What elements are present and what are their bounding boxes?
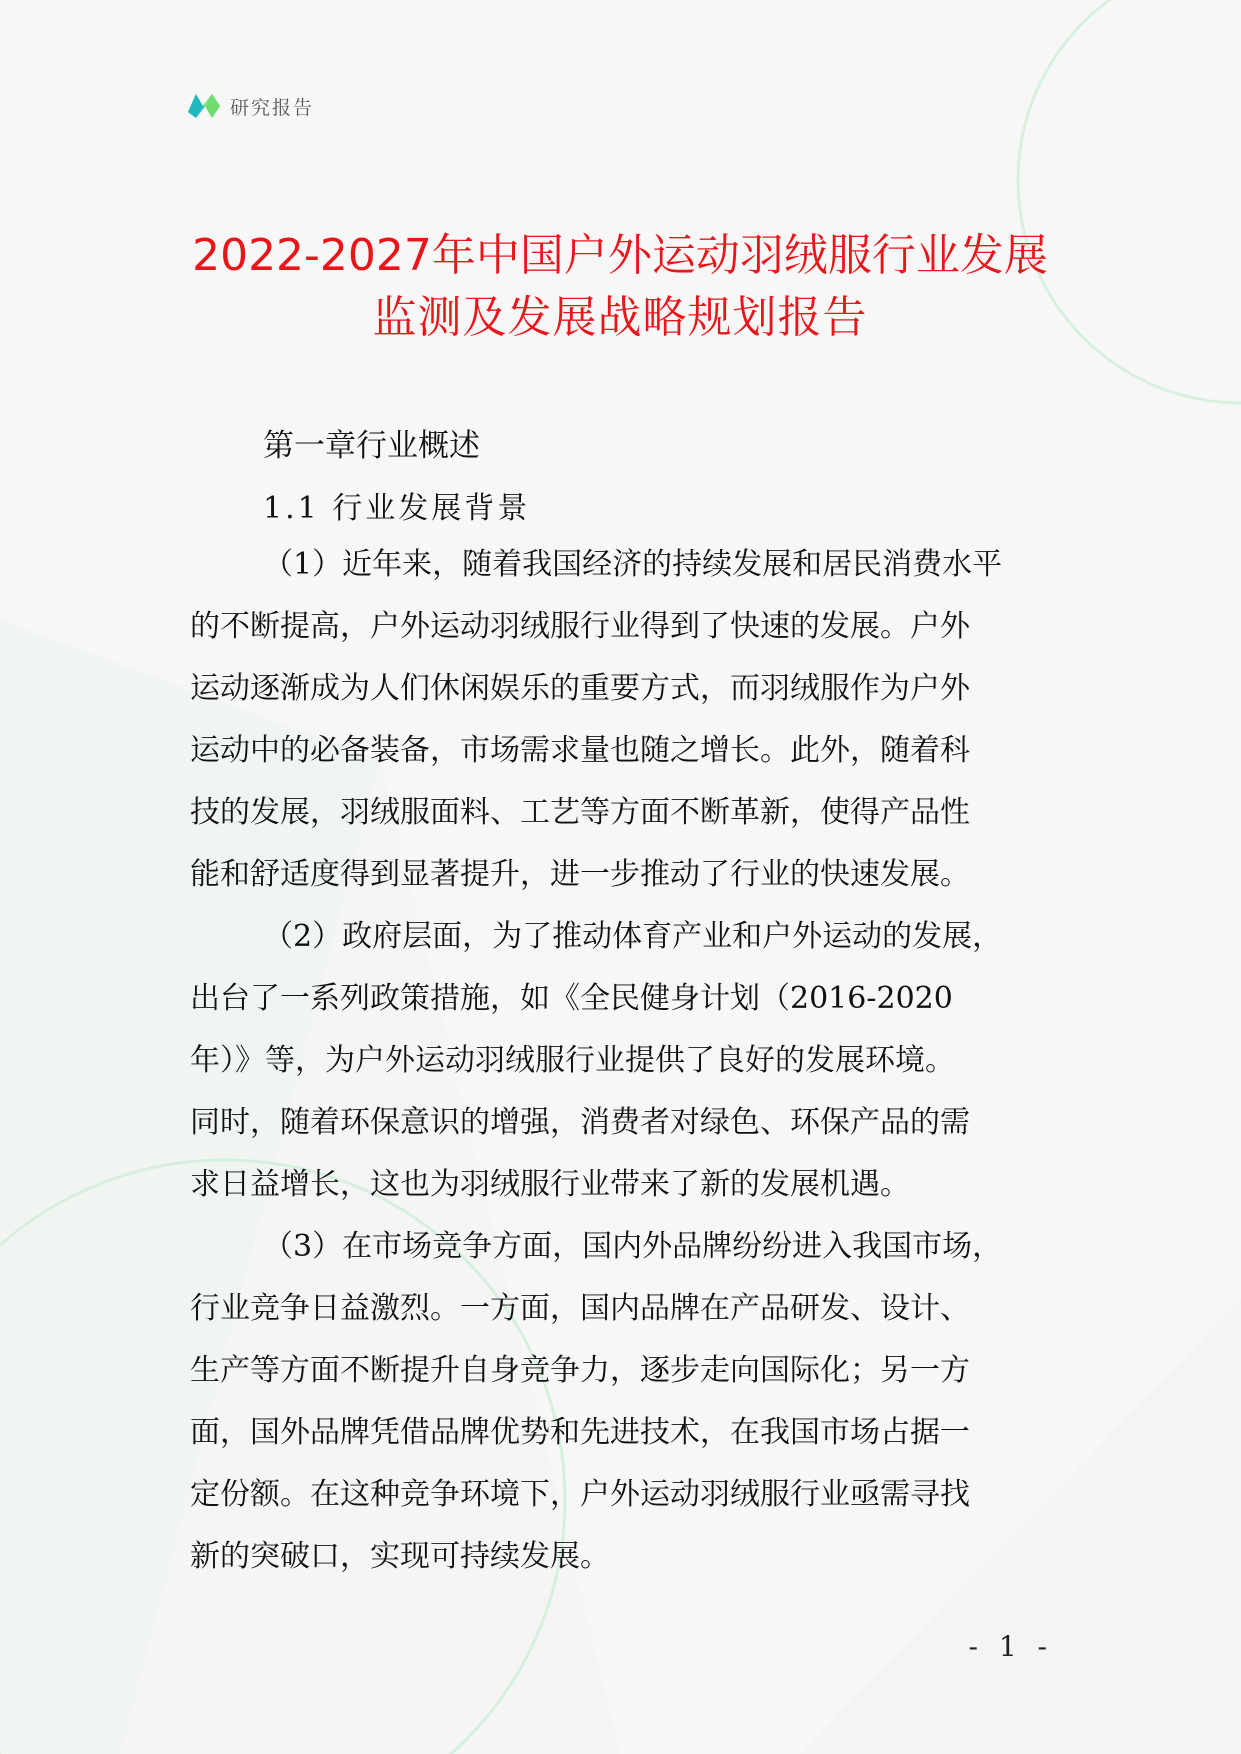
paragraph-2-line-4: 同时，随着环保意识的增强，消费者对绿色、环保产品的需	[190, 1105, 970, 1140]
paragraph-3-line-5: 定份额。在这种竞争环境下，户外运动羽绒服行业亟需寻找	[190, 1477, 970, 1512]
paragraph-1-line-2: 的不断提高，户外运动羽绒服行业得到了快速的发展。户外	[190, 609, 970, 644]
paragraph-1-line-4: 运动中的必备装备，市场需求量也随之增长。此外，随着科	[190, 733, 970, 768]
paragraph-3-line-1: （3）在市场竞争方面，国内外品牌纷纷进入我国市场，	[263, 1229, 1003, 1264]
paragraph-2-line-5: 求日益增长，这也为羽绒服行业带来了新的发展机遇。	[190, 1167, 910, 1202]
report-title-line-2: 监测及发展战略规划报告	[372, 292, 868, 343]
chapter-heading: 第一章行业概述	[263, 428, 480, 464]
brand-text: 研究报告	[230, 96, 315, 119]
paragraph-3-line-2: 行业竞争日益激烈。一方面，国内品牌在产品研发、设计、	[190, 1291, 970, 1326]
paragraph-1-line-1: （1）近年来，随着我国经济的持续发展和居民消费水平	[263, 547, 1003, 582]
paragraph-1-line-6: 能和舒适度得到显著提升，进一步推动了行业的快速发展。	[190, 857, 970, 892]
paragraph-3-line-4: 面，国外品牌凭借品牌优势和先进技术，在我国市场占据一	[190, 1415, 970, 1450]
paragraph-1-line-5: 技的发展，羽绒服面料、工艺等方面不断革新，使得产品性	[190, 795, 970, 830]
page-number: - 1 -	[968, 1630, 1053, 1663]
header-brand	[186, 89, 314, 123]
paragraph-1-line-3: 运动逐渐成为人们休闲娱乐的重要方式，而羽绒服作为户外	[190, 671, 970, 706]
report-title-line-1: 2022-2027年中国户外运动羽绒服行业发展	[192, 230, 1048, 281]
paragraph-3-line-6: 新的突破口，实现可持续发展。	[190, 1539, 610, 1574]
paragraph-3-line-3: 生产等方面不断提升自身竞争力，逐步走向国际化；另一方	[190, 1353, 970, 1388]
paragraph-2-line-3: 年）》等，为户外运动羽绒服行业提供了良好的发展环境。	[190, 1043, 955, 1078]
report-logo-icon	[186, 90, 222, 122]
section-heading: 1.1 行业发展背景	[263, 491, 531, 526]
paragraph-2-line-1: （2）政府层面，为了推动体育产业和户外运动的发展，	[263, 919, 1003, 954]
paragraph-2-line-2: 出台了一系列政策措施，如《全民健身计划（2016-2020	[190, 981, 953, 1016]
